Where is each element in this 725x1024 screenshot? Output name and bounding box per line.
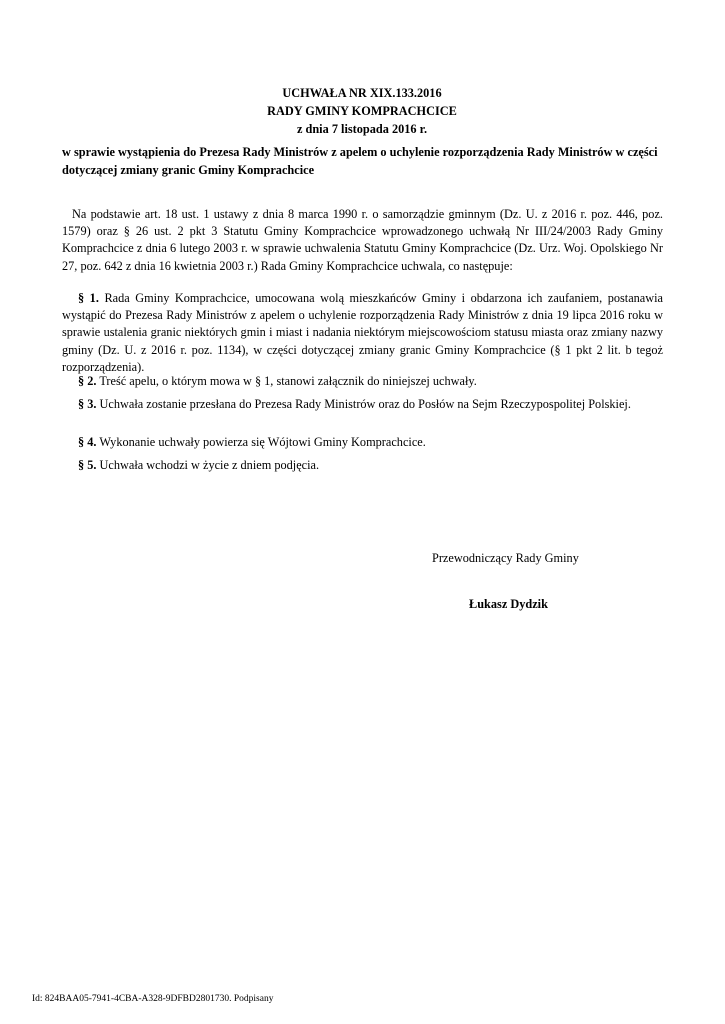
paragraph-1 <box>62 290 663 376</box>
signature-name: Łukasz Dydzik <box>469 597 548 611</box>
resolution-date: z dnia 7 listopada 2016 r. <box>296 122 428 136</box>
paragraph-text: Uchwała zostanie przesłana do Prezesa Rady Ministrów oraz do Posłów na Sejm Rzeczypospolitej Polskiej. <box>99 397 631 411</box>
resolution-subject: w sprawie wystąpienia do Prezesa Rady Ministrów z apelem o uchylenie rozporządzenia Rady Ministrów w części dotyczącej zmiany granic Gminy Komprachcice <box>62 145 658 177</box>
paragraph-label: § 3. <box>78 397 97 411</box>
council-name: RADY GMINY KOMPRACHCICE <box>267 104 457 118</box>
paragraph-text: Uchwała wchodzi w życie z dniem podjęcia. <box>99 458 320 472</box>
document-id-footer: Id: 824BAA05-7941-4CBA-A328-9DFBD2801730. Podpisany <box>32 994 274 1004</box>
paragraph-label: § 1. <box>78 291 99 305</box>
paragraph-text: Wykonanie uchwały powierza się Wójtowi Gminy Komprachcice. <box>99 435 426 449</box>
signature-role: Przewodniczący Rady Gminy <box>432 551 579 565</box>
paragraph-text: Treść apelu, o którym mowa w § 1, stanowi załącznik do niniejszej uchwały. <box>99 374 477 388</box>
resolution-header <box>62 84 662 138</box>
paragraph-5 <box>62 457 663 474</box>
paragraph-text: Rada Gminy Komprachcice, umocowana wolą mieszkańców Gminy i obdarzona ich zaufaniem, postanawia wystąpić do Prezesa Rady Ministrów z apelem o uchylenie rozporządzenia Rady Ministrów z dnia 19 lipca 2016 roku w sprawie ustalenia granic niektórych gmin i miast i nadania niektórym miejscowościom statusu miasta oraz zmiany nazwy gminy (Dz. U. z 2016 r. poz. 1134), w części dotyczącej zmiany granic Gminy Komprachcice (§ 1 pkt 2 lit. b tegoż rozporządzenia). <box>62 291 664 374</box>
resolution-number: UCHWAŁA NR XIX.133.2016 <box>282 86 442 100</box>
paragraph-label: § 5. <box>78 458 97 472</box>
paragraph-4 <box>62 434 663 451</box>
preamble: Na podstawie art. 18 ust. 1 ustawy z dnia 8 marca 1990 r. o samorządzie gminnym (Dz. U. z 2016 r. poz. 446, poz. 1579) oraz § 26 ust. 2 pkt 3 Statutu Gminy Komprachcice wprowadzonego uchwałą Nr III/24/2003 Rady Gminy Komprachcice z dnia 6 lutego 2003 r. w sprawie uchwalenia Statutu Gminy Komprachcice (Dz. Urz. Woj. Opolskiego Nr 27, poz. 642 z dnia 16 kwietnia 2003 r.) Rada Gminy Komprachcice uchwala, co następuje: <box>62 207 663 273</box>
paragraph-label: § 4. <box>78 435 97 449</box>
paragraph-3 <box>62 396 663 413</box>
paragraph-label: § 2. <box>78 374 97 388</box>
paragraph-2 <box>62 373 663 390</box>
